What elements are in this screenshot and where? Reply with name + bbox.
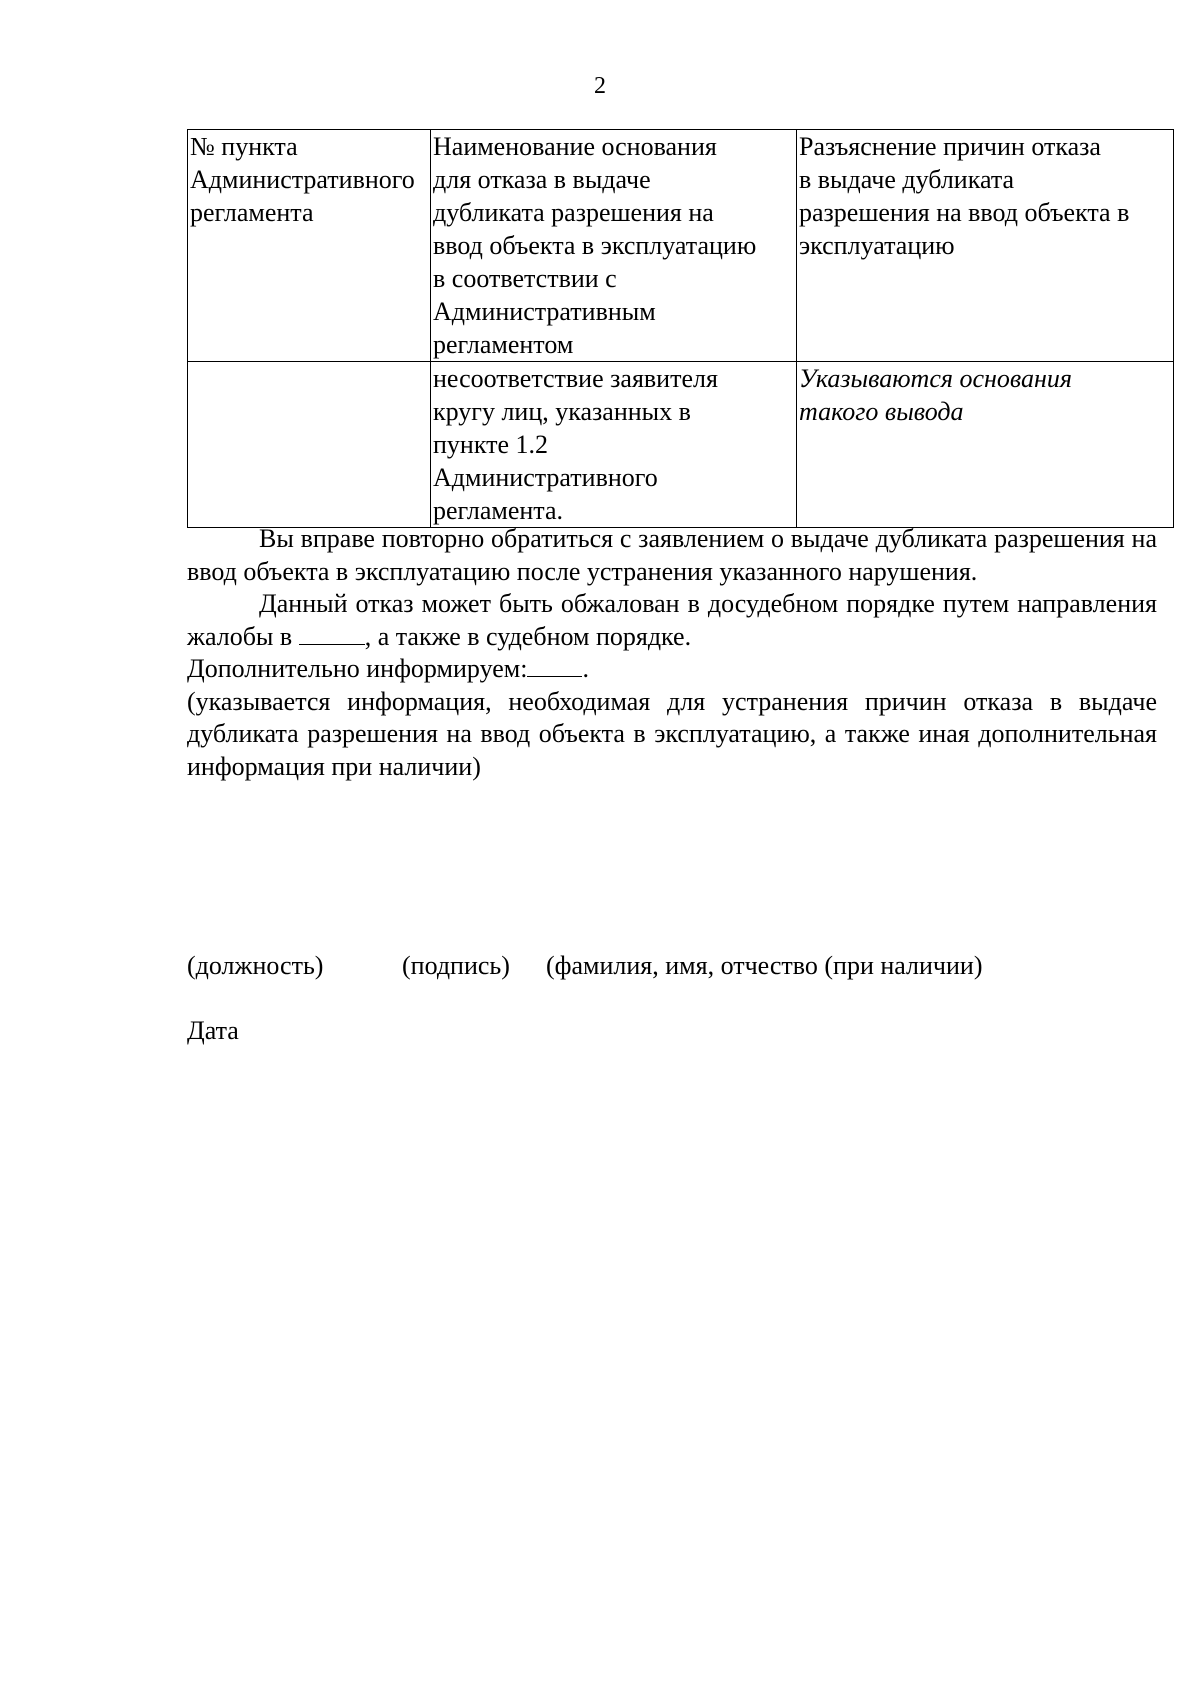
header-line: разрешения на ввод объекта в bbox=[799, 198, 1130, 227]
header-line: дубликата разрешения на bbox=[433, 198, 714, 227]
header-line: Разъяснение причин отказа bbox=[799, 132, 1101, 161]
header-line: № пункта bbox=[190, 132, 298, 161]
header-line: ввод объекта в эксплуатацию bbox=[433, 231, 757, 260]
paragraph-appeal bbox=[187, 588, 1157, 653]
cell-line: регламента. bbox=[433, 496, 564, 525]
table-row bbox=[188, 362, 1174, 528]
appeal-body-blank bbox=[299, 622, 365, 645]
signature-sign-label: (подпись) bbox=[402, 951, 510, 980]
header-line: регламента bbox=[190, 198, 314, 227]
header-line: в выдаче дубликата bbox=[799, 165, 1015, 194]
cell-line: Административного bbox=[433, 463, 658, 492]
cell-clause-number bbox=[188, 362, 431, 528]
cell-explanation bbox=[797, 362, 1174, 528]
signature-name-label: (фамилия, имя, отчество (при наличии) bbox=[546, 951, 983, 980]
header-line: Административным bbox=[433, 297, 656, 326]
additional-info-blank bbox=[527, 654, 582, 677]
header-line: эксплуатацию bbox=[799, 231, 955, 260]
page-number: 2 bbox=[594, 73, 606, 99]
header-line: для отказа в выдаче bbox=[433, 165, 651, 194]
header-cell-refusal-basis bbox=[431, 130, 797, 362]
signature-position-label: (должность) bbox=[187, 951, 324, 980]
header-line: Административного bbox=[190, 165, 415, 194]
header-line: в соответствии с bbox=[433, 264, 617, 293]
cell-line: такого вывода bbox=[799, 397, 964, 426]
appeal-text-end: , а также в судебном порядке. bbox=[364, 621, 692, 651]
header-cell-clause-number bbox=[188, 130, 431, 362]
header-line: регламентом bbox=[433, 330, 574, 359]
header-cell-explanation bbox=[797, 130, 1174, 362]
refusal-reasons-table bbox=[187, 129, 1174, 528]
appeal-text: Данный отказ может быть обжалован в досудебном порядке путем направления жалобы в bbox=[187, 589, 1157, 651]
cell-line: кругу лиц, указанных в bbox=[433, 397, 691, 426]
cell-line: пункте 1.2 bbox=[433, 430, 549, 459]
cell-line: несоответствие заявителя bbox=[433, 364, 718, 393]
body-text bbox=[187, 523, 1157, 783]
paragraph-info-hint: (указывается информация, необходимая для устранения причин отказа в выдаче дубликата разрешения на ввод объекта в эксплуатацию, а также иная дополнительная информация при наличии) bbox=[187, 686, 1157, 781]
paragraph-reapply: Вы вправе повторно обратиться с заявлением о выдаче дубликата разрешения на ввод объекта в эксплуатацию после устранения указанного нарушения. bbox=[187, 524, 1157, 586]
table-header-row bbox=[188, 130, 1174, 362]
cell-line: Указываются основания bbox=[799, 364, 1072, 393]
paragraph-additional-info bbox=[187, 653, 1157, 686]
header-line: Наименование основания bbox=[433, 132, 717, 161]
cell-refusal-basis bbox=[431, 362, 797, 528]
date-label: Дата bbox=[187, 1016, 239, 1045]
additional-info-label: Дополнительно информируем: bbox=[187, 654, 528, 683]
additional-info-end: . bbox=[582, 654, 589, 683]
